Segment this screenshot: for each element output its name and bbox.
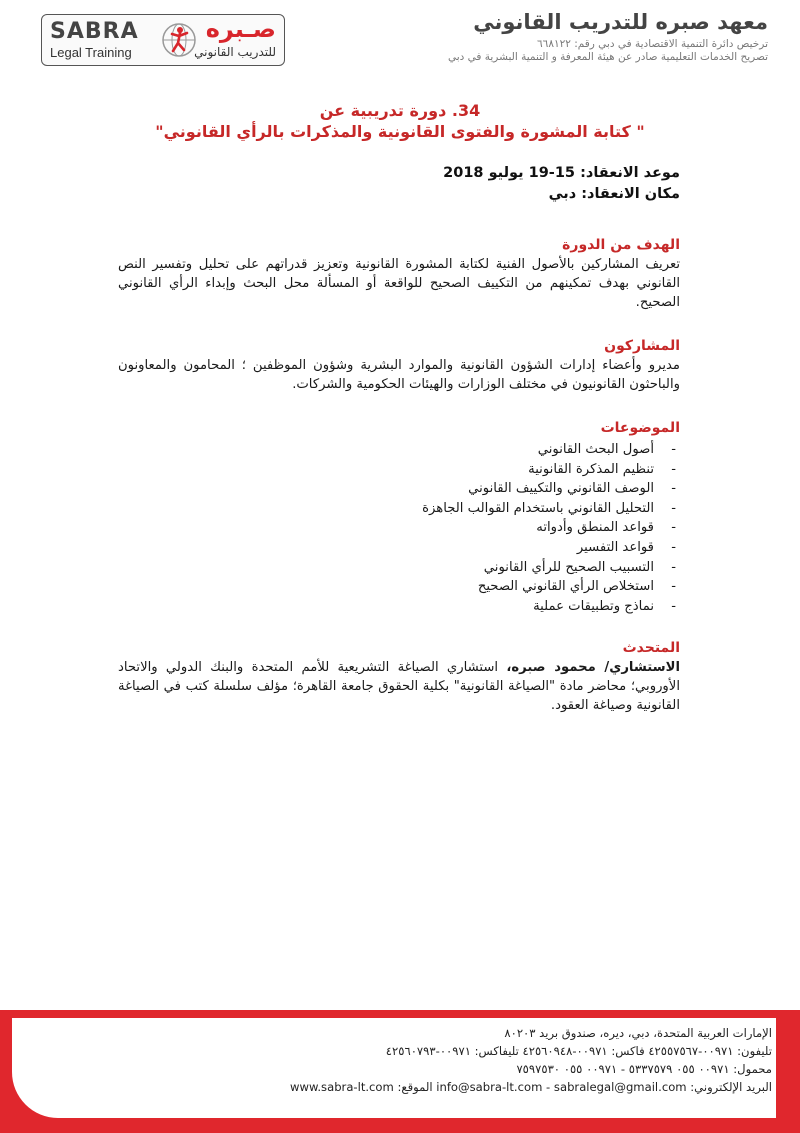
sabra-logo [41, 14, 285, 66]
logo-arabic-subtitle: للتدريب القانوني [194, 45, 276, 59]
place-line [118, 184, 680, 205]
list-item: - التسبيب الصحيح للرأي القانوني [483, 559, 676, 575]
participants-heading: المشاركون [604, 338, 680, 354]
topics-list [118, 440, 680, 616]
date-value: 15-19 يوليو 2018 [443, 165, 576, 181]
speaker-text [118, 658, 680, 715]
course-title [60, 100, 740, 142]
speaker-name: الاستشاري/ محمود صبره، [506, 660, 680, 676]
list-item: - نماذج وتطبيقات عملية [533, 598, 676, 614]
topic-text: استخلاص الرأي القانوني الصحيح [477, 579, 654, 595]
footer-phones: تليفون: ٠٠٩٧١-٤٢٥٥٧٥٦٧ فاكس: ٠٠٩٧١-٤٢٥٦٠٩٤٨ تليفاكس: ٠٠٩٧١-٤٢٥٦٠٧٩٣ [385, 1044, 772, 1058]
list-item: - قواعد المنطق وأدواته [536, 520, 676, 536]
list-item: - تنظيم المذكرة القانونية [528, 461, 676, 477]
logo-sabra-text: SABRA [50, 19, 139, 44]
place-label: مكان الانعقاد: [581, 186, 680, 202]
topic-text: قواعد التفسير [576, 539, 654, 555]
topic-text: التسبيب الصحيح للرأي القانوني [483, 559, 654, 575]
license-info [448, 38, 768, 64]
place-value: دبي [548, 186, 577, 202]
course-details [118, 163, 680, 715]
license-line-1: ترخيص دائرة التنمية الاقتصادية في دبي رقم: ٦٦٨١٢٢ [537, 38, 768, 50]
date-line [118, 163, 680, 184]
footer-mobile: محمول: ٠٠٩٧١ ٠٥٥ ٥٣٣٧٥٧٩ - ٠٠٩٧١ ٠٥٥ ٧٥٩٧٥٣٠ [516, 1062, 772, 1076]
speaker-heading: المتحدث [622, 640, 680, 657]
topic-text: قواعد المنطق وأدواته [536, 520, 654, 536]
list-item: - التحليل القانوني باستخدام القوالب الجاهزة [422, 500, 676, 516]
course-title-line-2: " كتابة المشورة والفتوى القانونية والمذكرات بالرأي القانوني" [155, 122, 645, 141]
date-label: موعد الانعقاد: [580, 165, 680, 181]
goal-heading: الهدف من الدورة [562, 237, 680, 253]
logo-emblem-icon [160, 21, 198, 59]
topic-text: الوصف القانوني والتكييف القانوني [468, 481, 654, 497]
topic-text: نماذج وتطبيقات عملية [533, 598, 654, 614]
topic-text: تنظيم المذكرة القانونية [528, 461, 654, 477]
speaker-bio: استشاري الصياغة التشريعية للأمم المتحدة والبنك الدولي والاتحاد الأوروبي؛ محاضر مادة "الصياغة القانونية" بكلية الحقوق جامعة القاهرة؛ مؤلف سلسلة كتب في الصياغة القانونية وصياغة العقود. [118, 660, 680, 714]
list-item: - استخلاص الرأي القانوني الصحيح [477, 579, 676, 595]
topics-heading: الموضوعات [600, 420, 680, 436]
logo-legal-training-text: Legal Training [50, 45, 132, 60]
footer-email-website: البريد الإلكتروني: info@sabra-lt.com - sabralegal@gmail.com الموقع: www.sabra-lt.com [289, 1080, 772, 1094]
participants-text: مديرو وأعضاء إدارات الشؤون القانونية والموارد البشرية وشؤون الموظفين ؛ المحامون والمعاونون والباحثون القانونيون في مختلف الوزارات والهيئات الحكومية والشركات. [118, 358, 680, 392]
course-title-line-1: 34. دورة تدريبية عن [319, 101, 481, 120]
logo-arabic-text: صـبره [205, 15, 276, 43]
topic-text: أصول البحث القانوني [537, 442, 654, 457]
footer-address: الإمارات العربية المتحدة، دبي، ديره، صندوق بريد ٨٠٢٠٣ [504, 1026, 772, 1040]
topic-text: التحليل القانوني باستخدام القوالب الجاهزة [422, 500, 654, 516]
list-item: - أصول البحث القانوني [537, 442, 676, 457]
license-line-2: تصريح الخدمات التعليمية صادر عن هيئة المعرفة و التنمية البشرية في دبي [447, 51, 768, 63]
list-item: - الوصف القانوني والتكييف القانوني [468, 481, 676, 497]
list-item: - قواعد التفسير [576, 539, 676, 555]
footer-contact-info [32, 1024, 772, 1096]
goal-text: تعريف المشاركين بالأصول الفنية لكتابة المشورة القانونية وتعزيز قدراتهم على تحليل وتفسير النص القانوني بهدف تمكينهم من التكييف الصحيح للواقعة أو المسألة محل البحث وإبداء الرأي القانوني الصحيح. [118, 257, 680, 310]
institute-name: معهد صبره للتدريب القانوني [473, 10, 768, 34]
